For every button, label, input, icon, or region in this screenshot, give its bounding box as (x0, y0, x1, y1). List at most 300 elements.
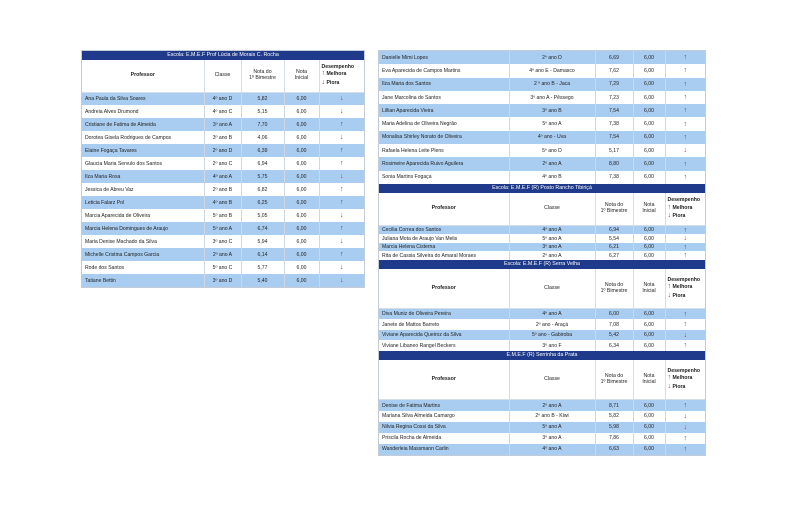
arrow-down-icon: ↓ (340, 212, 344, 219)
bimester-score: 7,38 (595, 117, 633, 130)
bimester-score: 6,39 (241, 144, 284, 157)
arrow-up-icon: ↑ (683, 80, 687, 88)
bimester-score: 5,77 (241, 261, 284, 274)
teacher-table (379, 360, 705, 455)
class-name: 2 º ano B - Jaca (509, 78, 595, 91)
arrow-up-icon: ↑ (340, 186, 344, 193)
trend-cell (665, 400, 705, 411)
arrow-up-icon: ↑ (321, 70, 325, 78)
bimester-score: 6,27 (595, 251, 633, 260)
table-row (379, 157, 705, 170)
bimester-score: 6,94 (595, 226, 633, 235)
arrow-up-icon: ↑ (340, 225, 344, 232)
teacher-name: Andreia Alves Drumond (82, 105, 204, 118)
school-title: Escola: E.M.E.F (R) Serra Velha (379, 260, 705, 269)
bimester-score: 6,94 (241, 157, 284, 170)
class-name: 4º ano B (204, 196, 241, 209)
table-row (379, 433, 705, 444)
table-row (379, 251, 705, 260)
table-row (379, 340, 705, 351)
table-row (82, 209, 364, 222)
bimester-score: 5,94 (241, 235, 284, 248)
trend-cell (665, 131, 705, 144)
table-row (379, 330, 705, 341)
table-row (379, 243, 705, 252)
trend-cell (319, 261, 364, 274)
bimester-score: 5,54 (595, 234, 633, 243)
col-nota-bimestre: Nota do 1º Bimestre (241, 60, 284, 92)
initial-score: 6,00 (633, 400, 665, 411)
bimester-score: 6,34 (595, 340, 633, 351)
col-classe: Classe (509, 269, 595, 309)
bimester-score: 6,63 (595, 444, 633, 455)
table-row (82, 261, 364, 274)
table-row (379, 444, 705, 455)
class-name: 2º ano D (509, 51, 595, 64)
trend-cell (319, 92, 364, 105)
bimester-score: 6,14 (241, 248, 284, 261)
initial-score: 6,00 (284, 183, 319, 196)
teacher-name: Diva Muniz de Oliveira Pereira (379, 309, 509, 320)
arrow-up-icon: ↑ (683, 120, 687, 128)
arrow-down-icon: ↓ (683, 147, 687, 155)
initial-score: 6,00 (284, 261, 319, 274)
teacher-name: Leticia Falarz Pol (82, 196, 204, 209)
table-row (82, 235, 364, 248)
bimester-score: 7,23 (595, 91, 633, 104)
arrow-up-icon: ↑ (340, 147, 344, 154)
class-name: 4º ano A (509, 444, 595, 455)
initial-score: 6,00 (633, 411, 665, 422)
arrow-up-icon: ↑ (683, 321, 687, 329)
col-desempenho: Desempenho ↑ Melhora ↓ Piora (319, 60, 364, 92)
class-name: 4º ano D (204, 92, 241, 105)
initial-score: 6,00 (284, 196, 319, 209)
bimester-score: 5,40 (241, 274, 284, 287)
bimester-score: 6,21 (595, 243, 633, 252)
left-school-panel (81, 50, 365, 288)
teacher-name: Rosimeire Aparecida Ruivo Aguilera (379, 157, 509, 170)
arrow-down-icon: ↓ (683, 331, 687, 339)
class-name: 3º ano A (509, 433, 595, 444)
col-nota-bimestre: Nota do 1º Bimestre (595, 360, 633, 400)
initial-score: 6,00 (633, 157, 665, 170)
teacher-name: Marcia Helena Domingues de Araujo (82, 222, 204, 235)
arrow-down-icon: ↓ (683, 423, 687, 431)
table-row (82, 105, 364, 118)
table-row (379, 400, 705, 411)
arrow-down-icon: ↓ (340, 173, 344, 180)
teacher-name: Priscila Rocha de Almeida (379, 433, 509, 444)
class-name: 4º ano C (204, 105, 241, 118)
arrow-up-icon: ↑ (683, 133, 687, 141)
initial-score: 6,00 (633, 433, 665, 444)
teacher-name: Marcia Helena Cisterna (379, 243, 509, 252)
col-nota-inicial: Nota Inicial (633, 269, 665, 309)
table-row (379, 319, 705, 330)
initial-score: 6,00 (284, 235, 319, 248)
table-row (379, 234, 705, 243)
table-row (82, 170, 364, 183)
col-nota-bimestre: Nota do 1º Bimestre (595, 269, 633, 309)
class-name: 4º ano A (204, 170, 241, 183)
initial-score: 6,00 (633, 64, 665, 77)
bimester-score: 7,70 (241, 118, 284, 131)
initial-score: 6,00 (284, 157, 319, 170)
arrow-up-icon: ↑ (683, 226, 687, 234)
bimester-score: 5,15 (241, 105, 284, 118)
class-name: 5º ano A (509, 422, 595, 433)
arrow-down-icon: ↓ (667, 212, 671, 220)
class-name: 3º ano B (204, 131, 241, 144)
trend-cell (319, 209, 364, 222)
trend-cell (665, 171, 705, 184)
teacher-name: Cristiane de Fatima de Almeida (82, 118, 204, 131)
table-row (379, 411, 705, 422)
arrow-up-icon: ↑ (683, 402, 687, 410)
teacher-name: Ilza Maria Rosa (82, 170, 204, 183)
teacher-name: Viviane Libaneo Rangel Beckers (379, 340, 509, 351)
trend-cell (319, 118, 364, 131)
class-name: 5º ano - Gabiroba (509, 330, 595, 341)
trend-cell (665, 64, 705, 77)
initial-score: 6,00 (284, 170, 319, 183)
table-row (379, 91, 705, 104)
bimester-score: 7,62 (595, 64, 633, 77)
col-desempenho: Desempenho ↑ Melhora ↓ Piora (665, 269, 705, 309)
bimester-score: 6,82 (241, 183, 284, 196)
arrow-up-icon: ↑ (683, 434, 687, 442)
col-nota-inicial: Nota Inicial (284, 60, 319, 92)
teacher-name: Juliana Mota de Araujo Van Melis (379, 234, 509, 243)
teacher-name: Eva Aparecida de Campos Martins (379, 64, 509, 77)
trend-cell (665, 144, 705, 157)
arrow-down-icon: ↓ (340, 238, 344, 245)
table-row (379, 131, 705, 144)
initial-score: 6,00 (284, 209, 319, 222)
arrow-up-icon: ↑ (667, 374, 671, 382)
initial-score: 6,00 (633, 131, 665, 144)
initial-score: 6,00 (633, 117, 665, 130)
bimester-score: 6,74 (241, 222, 284, 235)
trend-cell (665, 78, 705, 91)
class-name: 2º ano - Araçá (509, 319, 595, 330)
table-row (379, 104, 705, 117)
initial-score: 6,00 (633, 330, 665, 341)
bimester-score: 6,00 (595, 309, 633, 320)
initial-score: 6,00 (284, 92, 319, 105)
initial-score: 6,00 (284, 105, 319, 118)
school-title: E.M.E.F (R) Serrinha da Prata (379, 351, 705, 360)
initial-score: 6,00 (284, 274, 319, 287)
class-name: 3º ano F (509, 340, 595, 351)
arrow-down-icon: ↓ (683, 412, 687, 420)
initial-score: 6,00 (633, 251, 665, 260)
trend-cell (665, 444, 705, 455)
col-classe: Classe (204, 60, 241, 92)
class-name: 2º ano B - Kiwi (509, 411, 595, 422)
teacher-name: Ana Paula da Silva Soares (82, 92, 204, 105)
table-row (82, 131, 364, 144)
initial-score: 6,00 (633, 319, 665, 330)
teacher-name: Rita de Cassia Silveira do Amaral Moraes (379, 251, 509, 260)
class-name: 2º ano D (204, 144, 241, 157)
teacher-name: Maria Adelina de Oliveira Negrão (379, 117, 509, 130)
arrow-up-icon: ↑ (683, 54, 687, 62)
class-name: 4º ano A (509, 309, 595, 320)
trend-cell (665, 104, 705, 117)
teacher-name: Marcia Aparecida de Oliveira (82, 209, 204, 222)
table-row (379, 171, 705, 184)
arrow-up-icon: ↑ (683, 445, 687, 453)
trend-cell (665, 433, 705, 444)
teacher-name: Jessica de Abreu Vaz (82, 183, 204, 196)
teacher-name: Maria Denise Machado da Silva (82, 235, 204, 248)
col-nota-bimestre: Nota do 1º Bimestre (595, 193, 633, 226)
initial-score: 6,00 (633, 444, 665, 455)
table-row (82, 92, 364, 105)
arrow-up-icon: ↑ (667, 203, 671, 211)
bimester-score: 7,54 (595, 104, 633, 117)
col-professor: Professor (379, 360, 509, 400)
teacher-name: Lillian Aparecida Vieira (379, 104, 509, 117)
trend-cell (665, 411, 705, 422)
arrow-down-icon: ↓ (340, 108, 344, 115)
teacher-name: Monalisa Shirley Norato de Oliveira (379, 131, 509, 144)
trend-cell (319, 274, 364, 287)
trend-cell (319, 235, 364, 248)
bimester-score: 5,17 (595, 144, 633, 157)
table-header (379, 193, 705, 226)
bimester-score: 5,75 (241, 170, 284, 183)
table-header (379, 360, 705, 400)
trend-cell (665, 319, 705, 330)
arrow-up-icon: ↑ (340, 251, 344, 258)
initial-score: 6,00 (284, 248, 319, 261)
arrow-down-icon: ↓ (321, 79, 325, 86)
arrow-up-icon: ↑ (340, 121, 344, 128)
table-row (82, 183, 364, 196)
teacher-name: Denise de Fatima Martins (379, 400, 509, 411)
class-name: 2º ano A (509, 400, 595, 411)
table-row (82, 118, 364, 131)
initial-score: 6,00 (284, 118, 319, 131)
col-classe: Classe (509, 360, 595, 400)
bimester-score: 7,54 (595, 131, 633, 144)
class-name: 5º ano A (509, 117, 595, 130)
table-row (379, 226, 705, 235)
bimester-score: 5,42 (595, 330, 633, 341)
col-desempenho: Desempenho ↑ Melhora ↓ Piora (665, 360, 705, 400)
class-name: 5º ano A (509, 234, 595, 243)
arrow-up-icon: ↑ (683, 94, 687, 102)
arrow-down-icon: ↓ (340, 277, 344, 284)
arrow-down-icon: ↓ (340, 264, 344, 271)
col-nota-inicial: Nota Inicial (633, 193, 665, 226)
class-name: 4º ano A (509, 226, 595, 235)
col-classe: Classe (509, 193, 595, 226)
initial-score: 6,00 (633, 422, 665, 433)
teacher-name: Rode dos Santos (82, 261, 204, 274)
arrow-down-icon: ↓ (667, 382, 671, 390)
class-name: 5º ano A (204, 222, 241, 235)
initial-score: 6,00 (633, 234, 665, 243)
initial-score: 6,00 (284, 144, 319, 157)
arrow-up-icon: ↑ (340, 160, 344, 167)
table-row (82, 157, 364, 170)
initial-score: 6,00 (633, 51, 665, 64)
col-professor: Professor (379, 269, 509, 309)
teacher-name: Glaucia Maria Servulo dos Santos (82, 157, 204, 170)
initial-score: 6,00 (284, 222, 319, 235)
initial-score: 6,00 (633, 104, 665, 117)
teacher-name: Elaine Fogaça Tavares (82, 144, 204, 157)
col-nota-inicial: Nota Inicial (633, 360, 665, 400)
trend-cell (665, 117, 705, 130)
arrow-up-icon: ↑ (340, 199, 344, 206)
bimester-score: 4,06 (241, 131, 284, 144)
arrow-down-icon: ↓ (667, 291, 671, 299)
teacher-name: Janete de Mattos Barreto (379, 319, 509, 330)
arrow-up-icon: ↑ (683, 252, 687, 260)
teacher-name: Wanderleia Massmann Carlin (379, 444, 509, 455)
teacher-name: Cecilia Correa dos Santos (379, 226, 509, 235)
bimester-score: 7,86 (595, 433, 633, 444)
teacher-table (379, 269, 705, 351)
trend-cell (319, 222, 364, 235)
right-schools-panel (378, 50, 706, 456)
arrow-up-icon: ↑ (683, 160, 687, 168)
col-desempenho: Desempenho ↑ Melhora ↓ Piora (665, 193, 705, 226)
bimester-score: 8,80 (595, 157, 633, 170)
class-name: 2º ano B (204, 183, 241, 196)
table-row (379, 117, 705, 130)
arrow-up-icon: ↑ (683, 67, 687, 75)
arrow-up-icon: ↑ (667, 283, 671, 291)
initial-score: 6,00 (633, 171, 665, 184)
table-row (379, 78, 705, 91)
teacher-table-continued (379, 51, 705, 184)
class-name: 2º ano C (204, 157, 241, 170)
bimester-score: 7,08 (595, 319, 633, 330)
bimester-score: 6,25 (241, 196, 284, 209)
trend-cell (319, 157, 364, 170)
teacher-name: Sonia Martins Fogaça (379, 171, 509, 184)
teacher-table (82, 60, 364, 287)
arrow-up-icon: ↑ (683, 243, 687, 251)
teacher-name: Tatiane Bettin (82, 274, 204, 287)
bimester-score: 5,82 (595, 411, 633, 422)
class-name: 3º ano A (204, 118, 241, 131)
teacher-name: Dorotea Gisela Rodrigues de Campos (82, 131, 204, 144)
trend-cell (319, 131, 364, 144)
class-name: 3º ano B (509, 104, 595, 117)
table-row (379, 64, 705, 77)
bimester-score: 5,98 (595, 422, 633, 433)
teacher-name: Nilvia Regina Cossi da Silva (379, 422, 509, 433)
trend-cell (319, 105, 364, 118)
school-title: Escola: E.M.E.F (R) Posto Rancho Tibiriçá (379, 184, 705, 193)
teacher-table (379, 193, 705, 260)
table-row (379, 51, 705, 64)
initial-score: 6,00 (633, 340, 665, 351)
initial-score: 6,00 (633, 78, 665, 91)
class-name: 3º ano A - Pêssego (509, 91, 595, 104)
teacher-name: Michelle Cristina Campos Garcia (82, 248, 204, 261)
col-professor: Professor (82, 60, 204, 92)
class-name: 5º ano B (204, 209, 241, 222)
initial-score: 6,00 (633, 309, 665, 320)
trend-cell (665, 251, 705, 260)
arrow-down-icon: ↓ (340, 134, 344, 141)
table-row (379, 144, 705, 157)
table-header (82, 60, 364, 92)
class-name: 3º ano A (509, 243, 595, 252)
trend-cell (665, 91, 705, 104)
trend-cell (665, 340, 705, 351)
bimester-score: 7,29 (595, 78, 633, 91)
class-name: 2º ano A (509, 251, 595, 260)
class-name: 3º ano C (204, 235, 241, 248)
bimester-score: 5,82 (241, 92, 284, 105)
teacher-name: Mariana Silva Almeida Camargo (379, 411, 509, 422)
class-name: 2º ano A (204, 248, 241, 261)
table-row (379, 422, 705, 433)
initial-score: 6,00 (633, 144, 665, 157)
school-title: Escola: E.M.E.F Prof Lúcia de Morais C. Rocha (82, 51, 364, 60)
arrow-down-icon: ↓ (340, 95, 344, 103)
table-row (82, 248, 364, 261)
arrow-up-icon: ↑ (683, 173, 687, 181)
teacher-name: Ilza Maria dos Santos (379, 78, 509, 91)
class-name: 3º ano D (204, 274, 241, 287)
trend-cell (665, 226, 705, 235)
teacher-name: Jane Marcolina do Santos (379, 91, 509, 104)
class-name: 5º ano C (204, 261, 241, 274)
col-professor: Professor (379, 193, 509, 226)
initial-score: 6,00 (284, 131, 319, 144)
initial-score: 6,00 (633, 243, 665, 252)
teacher-name: Viviane Aparecida Queiroz da Silva (379, 330, 509, 341)
trend-cell (319, 196, 364, 209)
teacher-name: Danielle Mimi Lopes (379, 51, 509, 64)
class-name: 2º ano A (509, 157, 595, 170)
trend-cell (319, 183, 364, 196)
trend-cell (319, 144, 364, 157)
trend-cell (665, 309, 705, 320)
bimester-score: 7,38 (595, 171, 633, 184)
trend-cell (665, 234, 705, 243)
table-row (82, 144, 364, 157)
trend-cell (319, 248, 364, 261)
arrow-up-icon: ↑ (683, 342, 687, 350)
arrow-up-icon: ↑ (683, 107, 687, 115)
trend-cell (665, 422, 705, 433)
initial-score: 6,00 (633, 226, 665, 235)
trend-cell (665, 157, 705, 170)
bimester-score: 5,05 (241, 209, 284, 222)
trend-cell (665, 330, 705, 341)
table-row (82, 274, 364, 287)
bimester-score: 8,71 (595, 400, 633, 411)
class-name: 5º ano D (509, 144, 595, 157)
teacher-name: Rafaela Helena Leite Plens (379, 144, 509, 157)
arrow-down-icon: ↓ (683, 235, 687, 243)
trend-cell (665, 243, 705, 252)
class-name: 4º ano E - Damasco (509, 64, 595, 77)
arrow-up-icon: ↑ (683, 310, 687, 318)
table-row (379, 309, 705, 320)
